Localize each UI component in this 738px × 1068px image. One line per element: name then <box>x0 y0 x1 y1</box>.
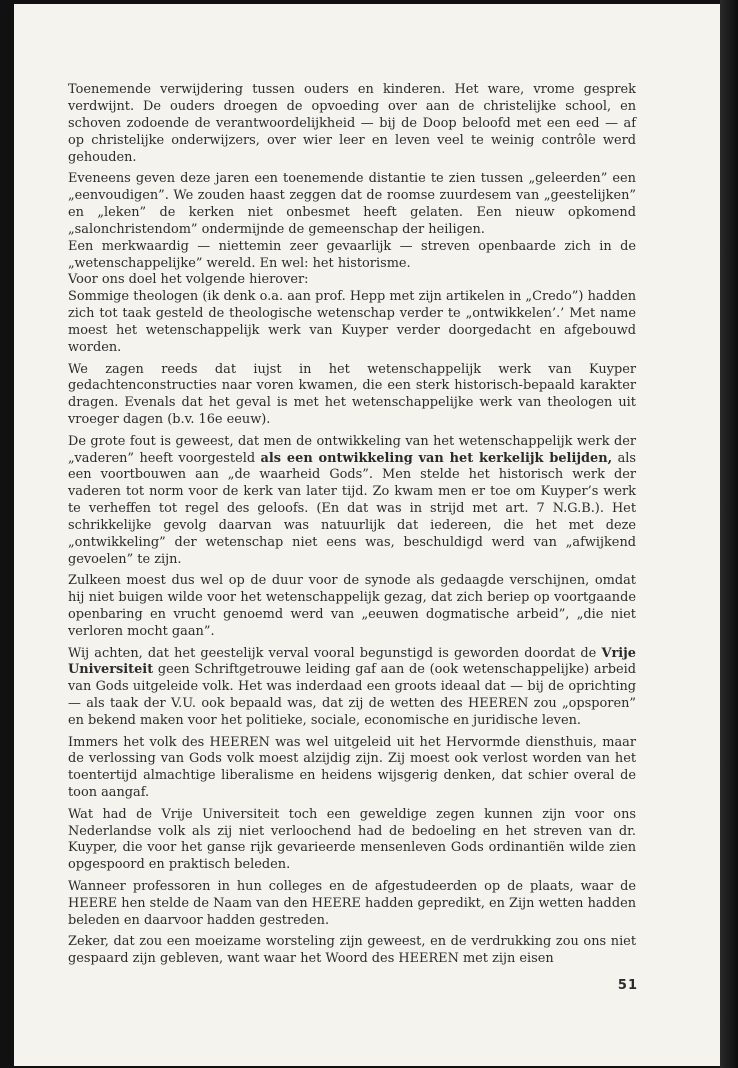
paragraph-7-text-after: als een voortbouwen aan „de waarheid Gods”. Men stelde het historisch werk der vaderen tot norm voor de kerk van later tijd. Zo kwam men er toe om Kuyper’s werk te verheffen tot regel des geloofs. (En dat was in strijd met art. 7 N.G.B.). Het schrikkelijke gevolg daarvan was natuurlijk dat iedereen, die het met deze „ontwikkeling” der wetenschap niet eens was, beschuldigd werd van „afwijkend gevoelen” te zijn. <box>68 450 636 567</box>
paragraph-13: Zeker, dat zou een moeizame worsteling zijn geweest, en de verdrukking zou ons niet gespaard zijn gebleven, want waar het Woord des HEEREN met zijn eisen <box>68 934 636 966</box>
body-text <box>68 82 636 972</box>
paragraph-7 <box>68 434 636 569</box>
paragraph-9-text-after: geen Schriftgetrouwe leiding gaf aan de (ook wetenschappelijke) arbeid van Gods uitgeleide volk. Het was inderdaad een groots ideaal dat — bij de oprichting — als taak der V.U. ook bepaald was, dat zij de wetten des HEEREN zou „opsporen” en bekend maken voor het politieke, sociale, economische en juridische leven. <box>68 662 636 729</box>
paragraph-11: Wat had de Vrije Universiteit toch een geweldige zegen kunnen zijn voor ons Nederlandse volk als zij niet verloochend had de bedoeling en het streven van dr. Kuyper, die voor het ganse rijk gevarieerde mensenleven Gods ordinantiën wilde zien opgespoord en praktisch beleden. <box>68 806 636 873</box>
paragraph-7-text: De grote fout is geweest, dat men de ontwikkeling van het wetenschappelijk werk der „vaderen” heeft voorgesteld <box>68 433 636 466</box>
paragraph-6: We zagen reeds dat iujst in het wetenschappelijk werk van Kuyper gedachtenconstructies naar voren kwamen, die een sterk historisch-bepaald karakter dragen. Evenals dat het geval is met het wetenschappelijke werk van theologen uit vroeger dagen (b.v. 16e eeuw). <box>68 361 636 428</box>
paragraph-10: Immers het volk des HEEREN was wel uitgeleid uit het Hervormde diensthuis, maar de verlossing van Gods volk moest alzijdig zijn. Zij moest ook verlost worden van het toentertijd almachtige liberalisme en heidens wijsgerig denken, dat schier overal de toon aangaf. <box>68 734 636 801</box>
paragraph-2: Eveneens geven deze jaren een toenemende distantie te zien tussen „geleerden” een „eenvoudigen”. We zouden haast zeggen dat de roomse zuurdesem van „geestelijken” en „leken” de kerken niet onbesmet heeft gelaten. Een nieuw opkomend „salonchristendom” ondermijnde de gemeenschap der heiligen. <box>68 171 636 237</box>
paragraph-8: Zulkeen moest dus wel op de duur voor de synode als gedaagde verschijnen, omdat hij niet buigen wilde voor het wetenschappelijk gezag, dat zich beriep op voortgaande openbaring en vrucht genoemd werd van „eeuwen dogmatische arbeid”, „die niet verloren mocht gaan”. <box>68 573 636 640</box>
paragraph-3: Een merkwaardig — niettemin zeer gevaarlijk — streven openbaarde zich in de „wetenschappelijke” wereld. En wel: het historisme. <box>68 238 636 271</box>
paragraph-9-bold-text: Vrije Universiteit <box>68 645 636 678</box>
paragraph-9 <box>68 646 636 731</box>
paragraph-5: Sommige theologen (ik denk o.a. aan prof. Hepp met zijn artikelen in „Credo”) hadden zich tot taak gesteld de theologische wetenschap verder te „ontwikkelen’.’ Met name moest het wetenschappelijk werk van Kuyper verder doorgedacht en afgebouwd worden. <box>68 289 636 356</box>
page-number: 51 <box>617 978 638 993</box>
paragraph-7-bold-text: als een ontwikkeling van het kerkelijk belijden, <box>260 450 613 466</box>
book-edge-shadow <box>720 0 738 1068</box>
paragraph-9-text: Wij achten, dat het geestelijk verval vooral begunstigd is geworden doordat de <box>68 645 602 661</box>
paragraph-4: Voor ons doel het volgende hierover: <box>68 272 309 288</box>
paragraph-1: Toenemende verwijdering tussen ouders en kinderen. Het ware, vrome gesprek verdwijnt. De ouders droegen de opvoeding over aan de christelijke school, en schoven zodoende de verantwoordelijkheid — bij de Doop beloofd met een eed — af op christelijke onderwijzers, over wier leer en leven veel te weinig contrôle werd gehouden. <box>68 82 636 165</box>
paragraph-12: Wanneer professoren in hun colleges en de afgestudeerden op de plaats, waar de HEERE hen stelde de Naam van den HEERE hadden gepredikt, en Zijn wetten hadden beleden en daarvoor hadden gestreden. <box>68 878 636 928</box>
